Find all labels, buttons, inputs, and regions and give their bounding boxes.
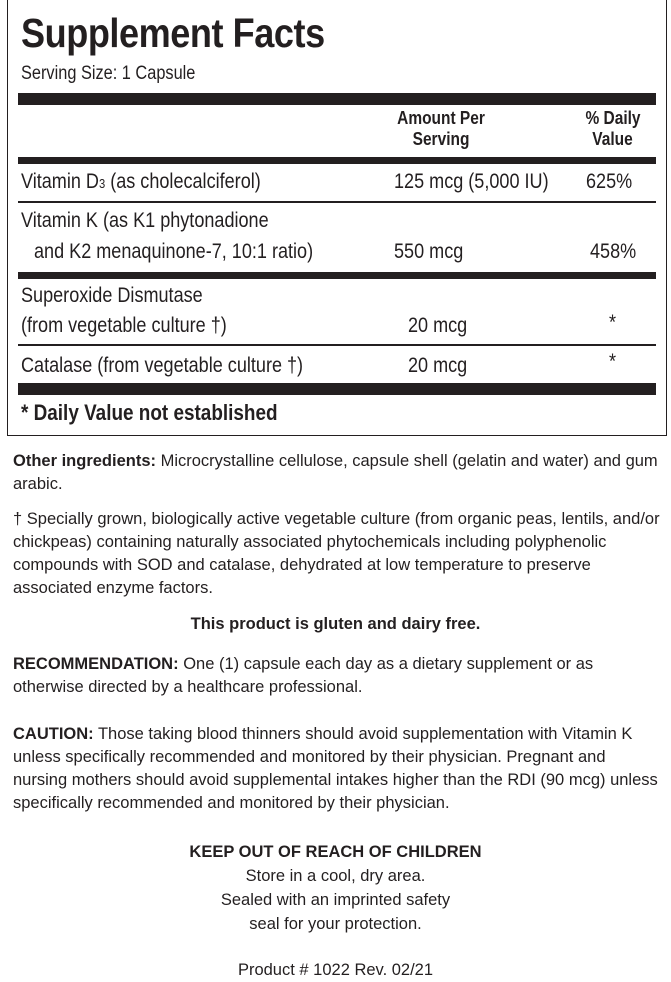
product-code: Product # 1022 Rev. 02/21 bbox=[237, 961, 434, 979]
nutrient-name-vitamin-d3: Vitamin D3 (as cholecalciferol) bbox=[21, 170, 261, 193]
nutrient-name-sod-line1: Superoxide Dismutase bbox=[21, 284, 203, 307]
storage-line-3: seal for your protection. bbox=[249, 915, 422, 933]
other-ingredients-label: Other ingredients: bbox=[13, 452, 157, 470]
storage-line-2: Sealed with an imprinted safety bbox=[220, 891, 451, 909]
nutrient-name-vitamin-k-line2: and K2 menaquinone-7, 10:1 ratio) bbox=[34, 240, 314, 263]
nutrient-name-vitamin-k-line1: Vitamin K (as K1 phytonadione bbox=[21, 209, 269, 232]
row-divider bbox=[18, 344, 656, 346]
row-divider bbox=[18, 201, 656, 203]
serving-size: Serving Size: 1 Capsule bbox=[21, 63, 196, 84]
amount-vitamin-d3: 125 mcg (5,000 IU) bbox=[394, 170, 549, 193]
amount-vitamin-k: 550 mcg bbox=[394, 240, 464, 263]
nutrient-name-catalase: Catalase (from vegetable culture †) bbox=[21, 354, 304, 377]
other-ingredients bbox=[13, 450, 663, 496]
nutrient-name-sod-line2: (from vegetable culture †) bbox=[21, 314, 227, 337]
recommendation-text: One (1) capsule each day as a dietary supplement or as otherwise directed by a healthcare professional. bbox=[13, 655, 594, 696]
dv-vitamin-k: 458% bbox=[590, 240, 637, 263]
dagger-footnote: † Specially grown, biologically active vegetable culture (from organic peas, lentils, and/or chickpeas) containing naturally associated phytochemicals including polyphenolic compounds with SOD and catalase, dehydrated at low temperature to preserve associated enzyme factors. bbox=[13, 510, 660, 597]
caution bbox=[13, 723, 663, 815]
thick-divider-bottom bbox=[18, 383, 656, 395]
supplement-facts-panel bbox=[7, 0, 667, 436]
other-ingredients-text: Microcrystalline cellulose, capsule shell (gelatin and water) and gum arabic. bbox=[13, 452, 658, 493]
caution-text: Those taking blood thinners should avoid supplementation with Vitamin K unless specifically recommended and monitored by their physician. Pregnant and nursing mothers should avoid supplemental intakes higher than the RDI (90 mcg) unless specifically recommended and monitored by their physician. bbox=[13, 725, 658, 812]
daily-value-footnote: * Daily Value not established bbox=[21, 400, 278, 425]
panel-title: Supplement Facts bbox=[21, 10, 325, 56]
dv-catalase: * bbox=[609, 350, 617, 373]
thick-divider-nutrients bbox=[18, 272, 656, 279]
gluten-dairy-free-note: This product is gluten and dairy free. bbox=[190, 615, 481, 633]
header-amount-per-serving: Amount Per Serving bbox=[397, 108, 485, 149]
dv-vitamin-d3: 625% bbox=[586, 170, 633, 193]
dv-sod: * bbox=[609, 311, 617, 334]
thick-divider-top bbox=[18, 93, 656, 105]
amount-sod: 20 mcg bbox=[408, 314, 468, 337]
keep-out-of-reach-heading: KEEP OUT OF REACH OF CHILDREN bbox=[189, 843, 482, 861]
amount-catalase: 20 mcg bbox=[408, 354, 468, 377]
recommendation-label: RECOMMENDATION: bbox=[13, 655, 179, 673]
header-daily-value: % Daily Value bbox=[585, 108, 641, 149]
recommendation bbox=[13, 653, 663, 699]
thick-divider-header bbox=[18, 157, 656, 164]
storage-line-1: Store in a cool, dry area. bbox=[245, 867, 426, 885]
caution-label: CAUTION: bbox=[13, 725, 94, 743]
